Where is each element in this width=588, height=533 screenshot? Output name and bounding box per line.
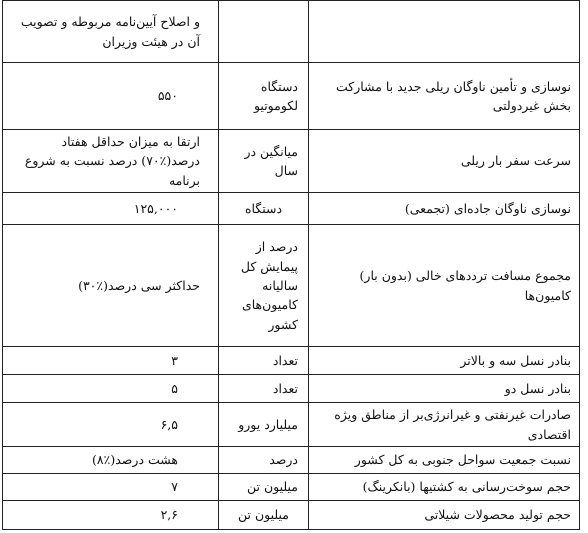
- indicator-value: ۶,۵: [3, 403, 219, 447]
- table-row: [3, 193, 580, 225]
- table-row: [3, 347, 580, 375]
- indicator-unit: درصد از پیمایش کل سالیانه کامیون‌های کشور: [219, 225, 309, 347]
- indicators-table: [2, 0, 580, 530]
- indicator-title: نسبت جمعیت سواحل جنوبی به کل کشور: [309, 446, 580, 473]
- table-row: [3, 403, 580, 447]
- indicator-value: حداکثر سی درصد(٪۳۰): [3, 225, 219, 347]
- indicator-value: ۵۵۰: [3, 63, 219, 130]
- indicator-value: ۲,۶: [3, 500, 219, 529]
- indicator-title: [309, 1, 580, 63]
- indicator-unit: درصد: [219, 446, 309, 473]
- indicator-unit: میلیون تن: [219, 500, 309, 529]
- indicator-unit: میلیارد یورو: [219, 403, 309, 447]
- indicator-title: حجم تولید محصولات شیلاتی: [309, 500, 580, 529]
- indicator-value: ۳: [3, 347, 219, 375]
- table-row: [3, 1, 580, 63]
- indicator-unit: [219, 1, 309, 63]
- indicator-value: ۷: [3, 473, 219, 500]
- table-row: [3, 500, 580, 529]
- indicator-value: ۱۲۵,۰۰۰: [3, 193, 219, 225]
- indicator-value: هشت درصد(٪۸): [3, 446, 219, 473]
- indicator-value: و اصلاح آیین‌نامه مربوطه و تصویب آن در هیئت وزیران: [3, 1, 219, 63]
- indicator-title: سرعت سفر بار ریلی: [309, 130, 580, 193]
- table-row: [3, 225, 580, 347]
- table-row: [3, 375, 580, 403]
- indicator-unit: میانگین در سال: [219, 130, 309, 193]
- indicator-value: ارتقا به میزان حداقل هفتاد درصد(٪۷۰) درصد نسبت به شروع برنامه: [3, 130, 219, 193]
- table-row: [3, 130, 580, 193]
- indicator-title: صادرات غیرنفتی و غیرانرژی‌بر از مناطق ویژه اقتصادی: [309, 403, 580, 447]
- indicator-unit: تعداد: [219, 375, 309, 403]
- indicator-title: مجموع مسافت ترددهای خالی (بدون بار) کامیون‌ها: [309, 225, 580, 347]
- indicator-title: نوسازی ناوگان جاده‌ای (تجمعی): [309, 193, 580, 225]
- table-row: [3, 63, 580, 130]
- indicator-unit: دستگاه لکوموتیو: [219, 63, 309, 130]
- table-row: [3, 446, 580, 473]
- indicator-value: ۵: [3, 375, 219, 403]
- indicator-title: حجم سوخت‌رسانی به کشتیها (بانکرینگ): [309, 473, 580, 500]
- indicator-unit: میلیون تن: [219, 473, 309, 500]
- indicator-title: بنادر نسل دو: [309, 375, 580, 403]
- indicator-title: نوسازی و تأمین ناوگان ریلی جدید با مشارکت بخش غیردولتی: [309, 63, 580, 130]
- indicator-unit: تعداد: [219, 347, 309, 375]
- indicator-unit: دستگاه: [219, 193, 309, 225]
- indicator-title: بنادر نسل سه و بالاتر: [309, 347, 580, 375]
- table-row: [3, 473, 580, 500]
